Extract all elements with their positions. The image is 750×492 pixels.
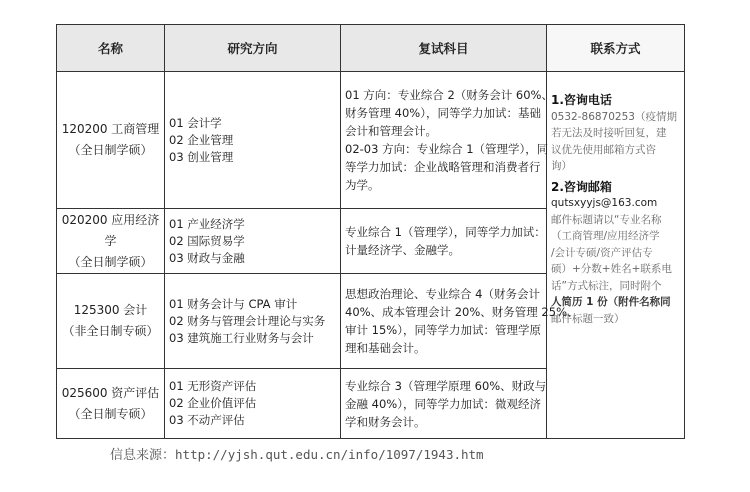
source-link[interactable]: http://yjsh.qut.edu.cn/info/1097/1943.htm xyxy=(175,447,484,462)
exam-line: 会计和管理会计。 xyxy=(345,124,437,138)
research-directions xyxy=(165,209,341,274)
research-directions xyxy=(165,72,341,209)
email-note-line: 邮件标题请以“专业名称 xyxy=(551,213,662,226)
exam-line: 等学力加试：企业战略管理和消费者行 xyxy=(345,160,541,174)
email-note-line: 硕）+分数+姓名+联系电 xyxy=(551,263,672,275)
source-label: 信息来源： xyxy=(110,448,176,463)
table-header-row xyxy=(57,25,685,72)
direction-item: 01 无形资产评估 xyxy=(169,379,257,393)
exam-line: 审计 15%），同等学力加试：管理学原 xyxy=(345,323,541,337)
exam-line: 40%、成本管理会计 20%、财务管理 25%、 xyxy=(345,305,579,319)
exam-subjects xyxy=(341,274,579,369)
direction-item: 03 建筑施工行业财务与会计 xyxy=(169,330,314,345)
recruitment-table xyxy=(56,24,685,439)
email-note-line: /会计专硕/资产评估专 xyxy=(551,246,653,259)
program-name xyxy=(57,72,165,209)
exam-line: 学和财务会计。 xyxy=(345,414,426,429)
direction-item: 02 企业管理 xyxy=(169,132,234,147)
program-type: （全日制学硕） xyxy=(68,254,153,269)
email-note-line: 人简历 1 份（附件名称同 xyxy=(551,296,671,308)
program-name xyxy=(57,369,165,439)
phone-line: 0532-86870253（疫情期 xyxy=(551,110,677,123)
research-directions xyxy=(165,274,341,369)
recruitment-table-frame xyxy=(56,24,684,439)
header-direction: 研究方向 xyxy=(165,25,341,72)
program-code-title: 025600 资产评估 xyxy=(61,385,160,400)
program-type: （全日制专硕） xyxy=(68,406,153,421)
header-name: 名称 xyxy=(57,25,165,72)
header-contact: 联系方式 xyxy=(547,25,685,72)
exam-line: 专业综合 1（管理学），同等学力加试： xyxy=(345,225,546,239)
exam-subjects xyxy=(341,209,547,274)
program-name xyxy=(57,209,165,274)
exam-line: 金融 40%），同等学力加试：微观经济 xyxy=(345,396,541,411)
header-exam: 复试科目 xyxy=(341,25,547,72)
program-code-title: 125300 会计 xyxy=(73,303,148,317)
exam-line: 思想政治理论、专业综合 4（财务会计 xyxy=(345,287,540,301)
direction-item: 01 产业经济学 xyxy=(169,216,245,231)
program-type: （全日制学硕） xyxy=(68,143,153,157)
exam-line: 01 方向：专业综合 2（财务会计 60%、 xyxy=(345,88,553,102)
phone-line: 若无法及时接听回复，建 xyxy=(551,127,667,139)
email-address[interactable]: qutsxyyjs@163.com xyxy=(551,197,658,209)
research-directions xyxy=(165,369,341,439)
exam-line: 财务管理 40%），同等学力加试：基础 xyxy=(345,106,541,120)
program-name xyxy=(57,274,165,369)
direction-item: 01 财务会计与 CPA 审计 xyxy=(169,296,298,311)
direction-item: 02 企业价值评估 xyxy=(169,396,257,410)
table-row xyxy=(57,72,685,209)
exam-line: 理和基础会计。 xyxy=(345,341,426,355)
direction-item: 01 会计学 xyxy=(169,115,222,130)
exam-line: 专业综合 3（管理学原理 60%、财政与 xyxy=(345,378,547,393)
program-code-title: 020200 应用经济学 xyxy=(61,212,160,248)
source-note xyxy=(110,444,484,463)
email-note-line: 话”方式标注，同时附个 xyxy=(551,279,662,292)
phone-line: 询） xyxy=(551,160,572,172)
direction-item: 03 创业管理 xyxy=(169,149,234,164)
phone-heading: 1.咨询电话 xyxy=(551,93,612,107)
direction-item: 03 不动产评估 xyxy=(169,413,245,427)
direction-item: 03 财政与金融 xyxy=(169,250,245,265)
direction-item: 02 财务与管理会计理论与实务 xyxy=(169,313,326,328)
email-note-line: 邮件标题一致） xyxy=(551,312,625,325)
exam-subjects xyxy=(341,72,553,209)
email-heading: 2.咨询邮箱 xyxy=(551,179,612,194)
contact-info xyxy=(547,72,685,439)
exam-line: 为学。 xyxy=(345,178,380,192)
program-type: （非全日制专硕） xyxy=(62,324,159,338)
exam-subjects xyxy=(341,369,547,439)
program-code-title: 120200 工商管理 xyxy=(61,122,160,136)
exam-line: 02-03 方向：专业综合 1（管理学），同 xyxy=(345,142,549,156)
email-note-line: （工商管理/应用经济学 xyxy=(551,230,660,242)
phone-line: 议优先使用邮箱方式咨 xyxy=(551,143,656,156)
direction-item: 02 国际贸易学 xyxy=(169,233,245,248)
exam-line: 计量经济学、金融学。 xyxy=(345,243,460,257)
